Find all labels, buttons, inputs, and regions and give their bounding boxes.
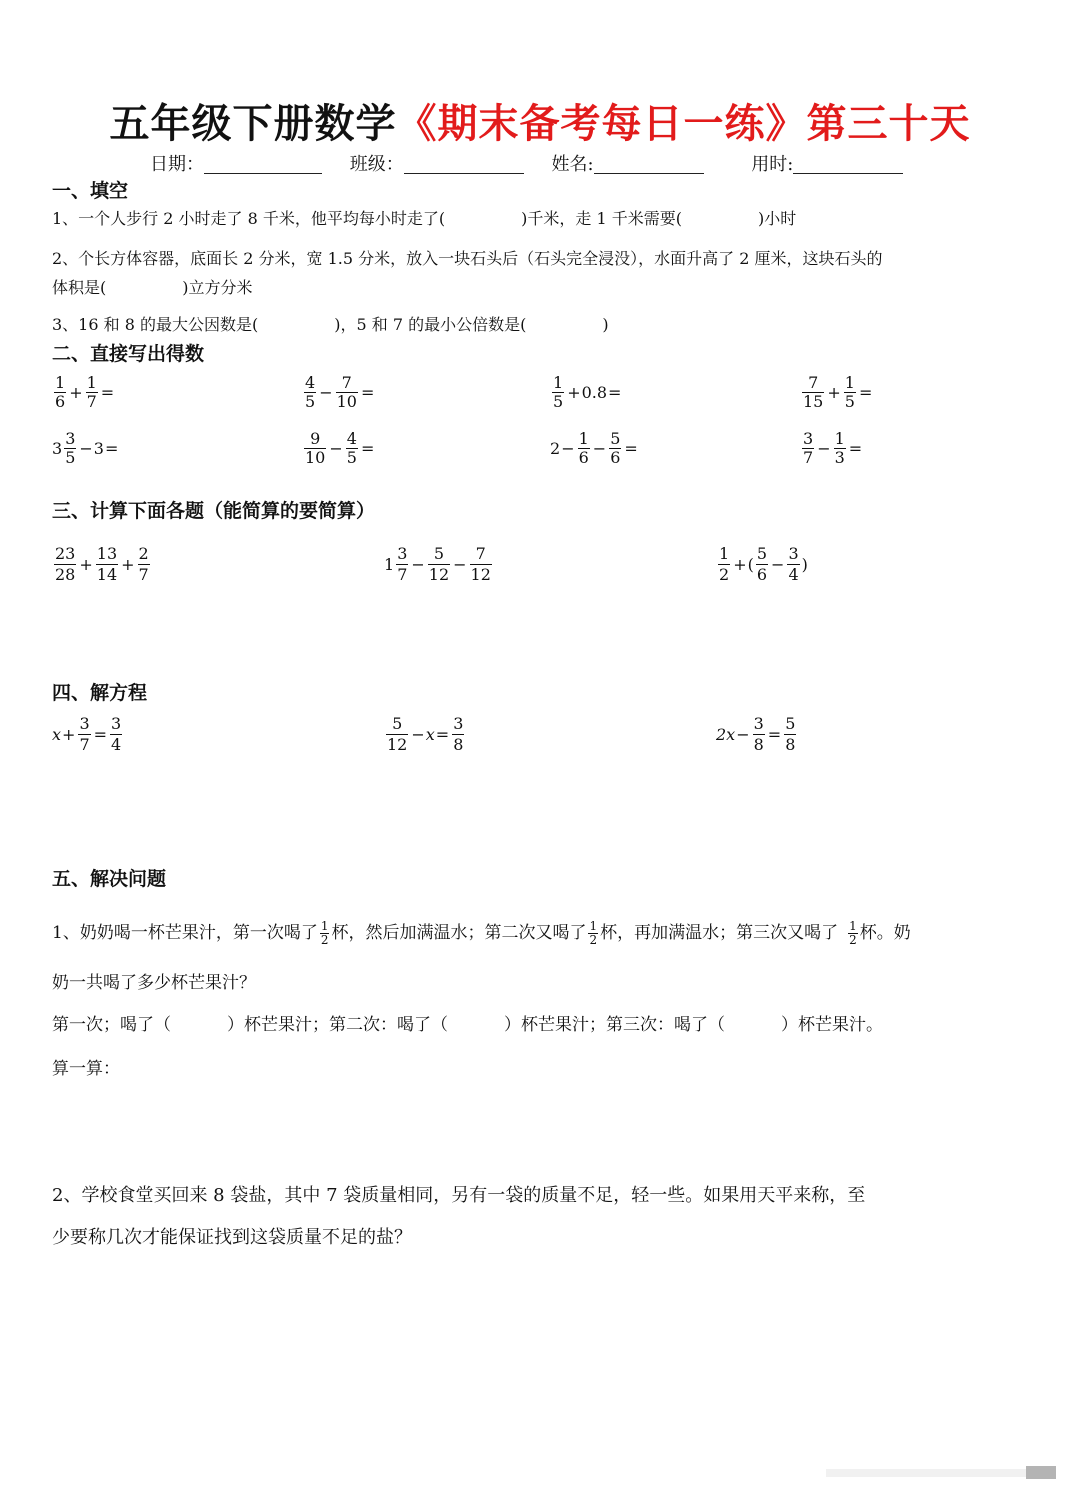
time-label: 用时: xyxy=(751,154,794,175)
question-1-2-line2: 体积是( )立方分米 xyxy=(52,278,253,297)
problem-1-line2: 奶一共喝了多少杯芒果汁？ xyxy=(52,973,256,993)
section-2-heading: 二、直接写出得数 xyxy=(52,343,205,365)
oral-item-3: 1 5 + 0.8 = xyxy=(553,373,622,411)
calc-item-1: 23 28 + $\frac{13}{14}$ + $\frac{2}{7}$ xyxy=(55,544,149,584)
oral-item-6: 9 10 − $\frac{4}{5}$ = xyxy=(305,429,375,467)
problem-1-fill: 第一次；喝了（ ）杯芒果汁；第二次：喝了（ ）杯芒果汁；第三次：喝了（ ）杯芒果汁。 xyxy=(52,1015,883,1035)
class-blank[interactable] xyxy=(404,155,524,174)
section-4-heading: 四、解方程 xyxy=(52,682,148,704)
oral-item-5: 3 3 5 − 3 = xyxy=(52,429,119,467)
section-3-heading: 三、计算下面各题（能简算的要简算） xyxy=(52,500,376,522)
oral-item-8: 3 7 − $\frac{1}{3}$ = xyxy=(803,429,863,467)
watermark-strip xyxy=(826,1464,1056,1480)
page-title: 五年级下册数学《期末备考每日一练》第三十天 xyxy=(109,101,971,147)
name-label: 姓名: xyxy=(551,154,594,175)
calc-item-2: 1 3 7 − $\frac{5}{12}$ − $\frac{7}{12}$ xyxy=(384,544,491,584)
problem-2-line2: 少要称几次才能保证找到这袋质量不足的盐？ xyxy=(52,1227,412,1248)
equation-3: 2x − $\frac{3}{8}$ = $\frac{5}{8}$ xyxy=(716,714,796,754)
problem-2-line1: 2、学校食堂买回来 8 袋盐，其中 7 袋质量相同，另有一袋的质量不足，轻一些。如果用天平来称，至 xyxy=(52,1185,866,1206)
oral-item-2: 4 5 − $\frac{7}{10}$ = xyxy=(305,373,375,411)
problem-1-line1: 1、奶奶喝一杯芒果汁，第一次喝了 1 2 杯，然后加满温水；第二次又喝了 1 2 杯，再加满温水；第三次又喝了 1 2 杯。奶 xyxy=(52,918,911,947)
calc-item-3: 1 2 + ( 5 6 − $\frac{3}{4}$ ) xyxy=(719,544,808,584)
section-5-heading: 五、解决问题 xyxy=(52,868,167,890)
date-blank[interactable] xyxy=(204,155,322,174)
section-1-heading: 一、填空 xyxy=(52,180,129,202)
question-1-1: 1、一个人步行 2 小时走了 8 千米，他平均每小时走了( )千米，走 1 千米需要( )小时 xyxy=(52,209,797,228)
oral-item-1: 1 6 + $\frac{1}{7}$ = xyxy=(55,373,115,411)
name-blank[interactable] xyxy=(594,155,704,174)
question-1-2-line1: 2、个长方体容器，底面长 2 分米，宽 1.5 分米，放入一块石头后（石头完全浸没），水面升高了 2 厘米，这块石头的 xyxy=(52,249,883,268)
oral-item-7: 2 − $\frac{1}{6}$ − $\frac{5}{6}$ = xyxy=(550,429,638,467)
oral-item-4: 7 15 + $\frac{1}{5}$ = xyxy=(803,373,873,411)
calc-label: 算一算： xyxy=(52,1059,120,1079)
time-blank[interactable] xyxy=(793,155,903,174)
date-label: 日期： xyxy=(150,154,204,175)
equation-1: x + $\frac{3}{7}$ = $\frac{3}{4}$ xyxy=(52,714,122,754)
question-1-3: 3、16 和 8 的最大公因数是( )，5 和 7 的最小公倍数是( ) xyxy=(52,315,609,334)
equation-2: 5 12 − x = $\frac{3}{8}$ xyxy=(387,714,464,754)
class-label: 班级： xyxy=(349,154,404,175)
student-info-row xyxy=(150,152,903,178)
